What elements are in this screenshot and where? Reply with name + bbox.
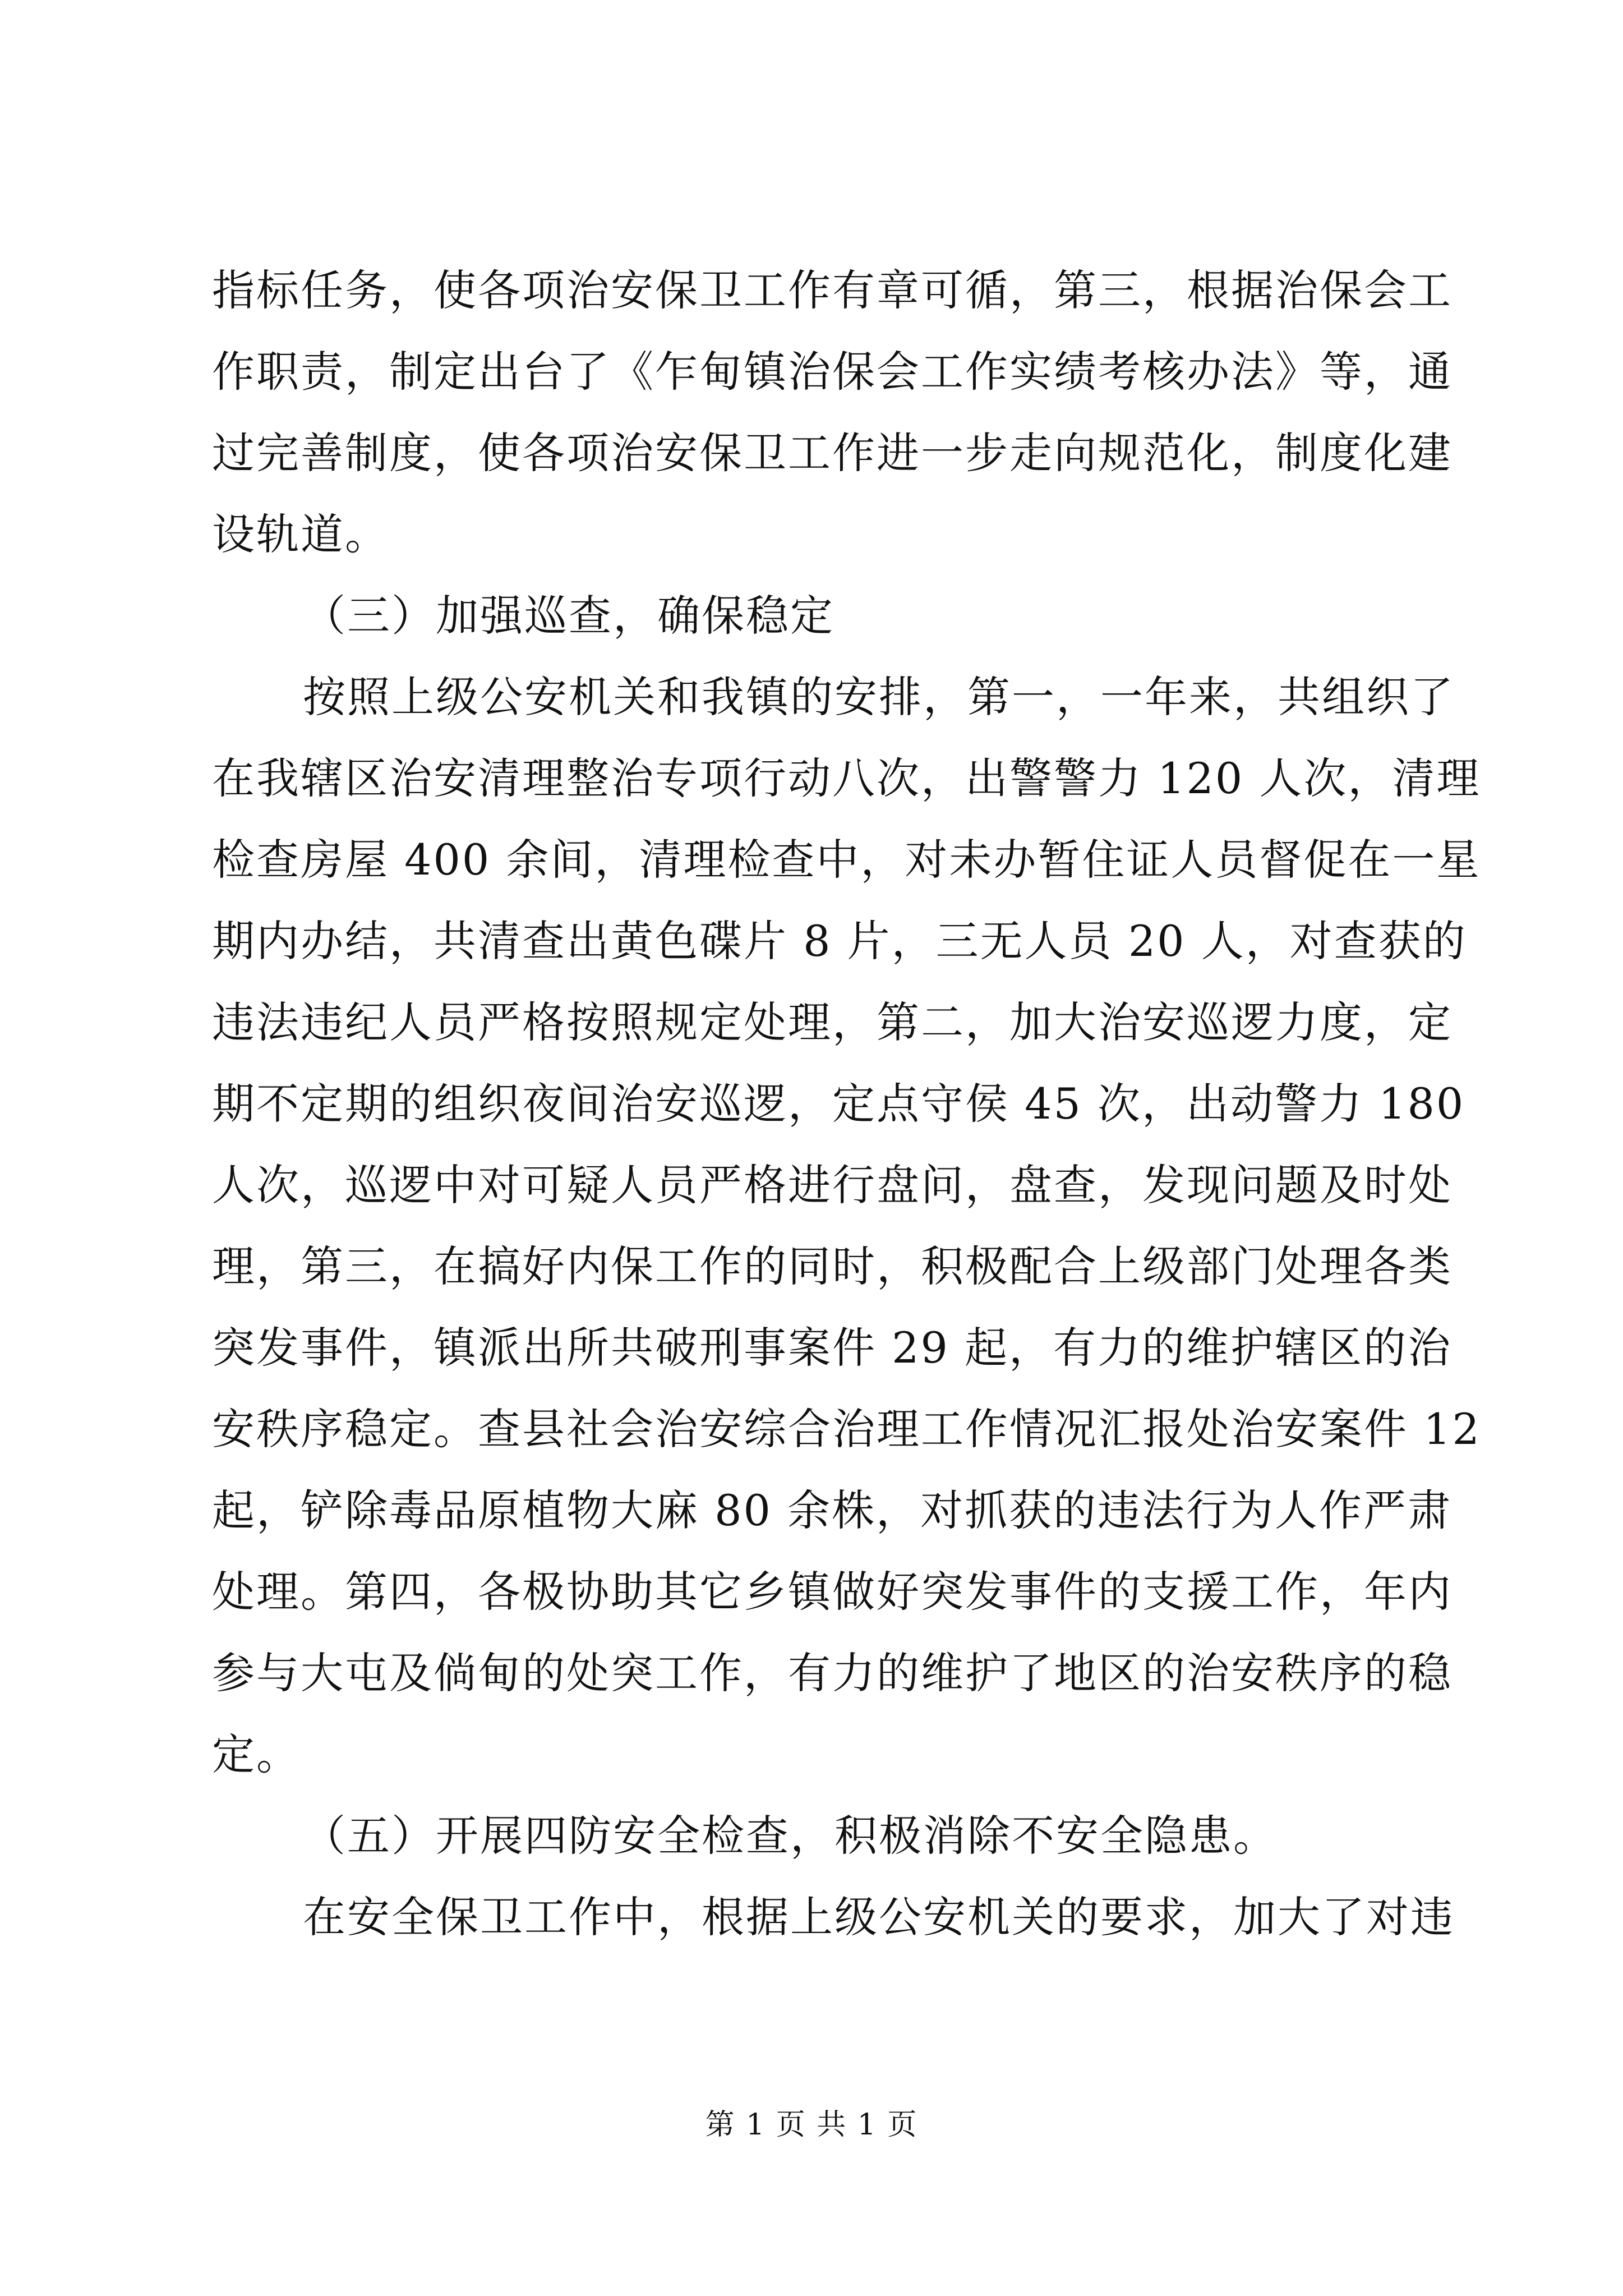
text-line: 在我辖区治安清理整治专项行动八次，出警警力 120 人次，清理 xyxy=(212,753,1481,803)
text-line: 按照上级公安机关和我镇的安排，第一，一年来，共组织了 xyxy=(303,672,1455,722)
text-line: 参与大屯及倘甸的处突工作，有力的维护了地区的治安秩序的稳 xyxy=(212,1648,1453,1698)
text-line: 过完善制度，使各项治安保卫工作进一步走向规范化，制度化建 xyxy=(212,428,1453,478)
text-line: 起，铲除毒品原植物大麻 80 余株，对抓获的违法行为人作严肃 xyxy=(212,1485,1453,1535)
section-heading: （五）开展四防安全检查，积极消除不安全隐患。 xyxy=(303,1811,1278,1861)
text-line: 违法违纪人员严格按照规定处理，第二，加大治安巡逻力度，定 xyxy=(212,997,1453,1047)
text-line: 人次，巡逻中对可疑人员严格进行盘问，盘查，发现问题及时处 xyxy=(212,1160,1453,1210)
text-line: 期内办结，共清查出黄色碟片 8 片，三无人员 20 人，对查获的 xyxy=(212,916,1467,966)
text-line: 作职责，制定出台了《乍甸镇治保会工作实绩考核办法》等，通 xyxy=(212,347,1453,397)
page-footer: 第 1 页 共 1 页 xyxy=(705,2108,918,2142)
text-line: 检查房屋 400 余间，清理检查中，对未办暂住证人员督促在一星 xyxy=(212,835,1481,885)
text-line: 设轨道。 xyxy=(212,509,389,559)
text-line: 期不定期的组织夜间治安巡逻，定点守侯 45 次，出动警力 180 xyxy=(212,1079,1465,1129)
text-line: 在安全保卫工作中，根据上级公安机关的要求，加大了对违 xyxy=(303,1892,1455,1942)
text-line: 理，第三，在搞好内保工作的同时，积极配合上级部门处理各类 xyxy=(212,1241,1453,1291)
text-line: 处理。第四，各极协助其它乡镇做好突发事件的支援工作，年内 xyxy=(212,1567,1453,1617)
text-line: 安秩序稳定。查县社会治安综合治理工作情况汇报处治安案件 12 xyxy=(212,1404,1481,1454)
text-line: 指标任务，使各项治安保卫工作有章可循，第三，根据治保会工 xyxy=(212,265,1453,315)
text-line: 突发事件，镇派出所共破刑事案件 29 起，有力的维护辖区的治 xyxy=(212,1323,1453,1373)
section-heading: （三）加强巡查，确保稳定 xyxy=(303,591,834,641)
text-line: 定。 xyxy=(212,1729,301,1779)
